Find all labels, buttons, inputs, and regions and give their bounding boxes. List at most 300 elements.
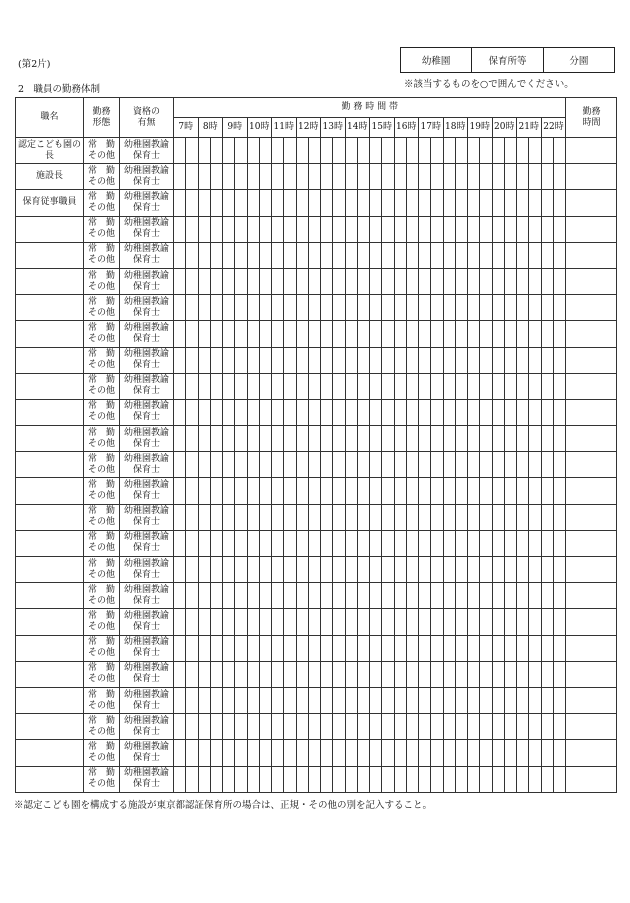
staff-title-cell[interactable]	[16, 766, 84, 792]
time-slot-cell[interactable]	[370, 687, 382, 713]
time-slot-cell[interactable]	[357, 138, 369, 164]
time-slot-cell[interactable]	[210, 766, 222, 792]
time-slot-cell[interactable]	[284, 295, 296, 321]
time-slot-cell[interactable]	[480, 399, 492, 425]
time-slot-cell[interactable]	[333, 609, 345, 635]
time-slot-cell[interactable]	[431, 138, 443, 164]
time-slot-cell[interactable]	[321, 426, 333, 452]
time-slot-cell[interactable]	[419, 347, 431, 373]
time-slot-cell[interactable]	[333, 504, 345, 530]
time-slot-cell[interactable]	[357, 452, 369, 478]
time-slot-cell[interactable]	[210, 242, 222, 268]
time-slot-cell[interactable]	[394, 321, 406, 347]
time-slot-cell[interactable]	[247, 295, 259, 321]
time-slot-cell[interactable]	[529, 268, 541, 294]
time-slot-cell[interactable]	[541, 714, 553, 740]
time-slot-cell[interactable]	[394, 609, 406, 635]
time-slot-cell[interactable]	[394, 557, 406, 583]
time-slot-cell[interactable]	[259, 399, 271, 425]
time-slot-cell[interactable]	[345, 766, 357, 792]
time-slot-cell[interactable]	[321, 740, 333, 766]
time-slot-cell[interactable]	[210, 504, 222, 530]
time-slot-cell[interactable]	[259, 661, 271, 687]
staff-title-cell[interactable]	[16, 347, 84, 373]
time-slot-cell[interactable]	[455, 530, 467, 556]
time-slot-cell[interactable]	[468, 687, 480, 713]
time-slot-cell[interactable]	[357, 268, 369, 294]
time-slot-cell[interactable]	[370, 635, 382, 661]
time-slot-cell[interactable]	[296, 138, 308, 164]
time-slot-cell[interactable]	[468, 504, 480, 530]
time-slot-cell[interactable]	[308, 321, 320, 347]
time-slot-cell[interactable]	[529, 530, 541, 556]
time-slot-cell[interactable]	[419, 530, 431, 556]
time-slot-cell[interactable]	[394, 347, 406, 373]
time-slot-cell[interactable]	[333, 268, 345, 294]
time-slot-cell[interactable]	[529, 216, 541, 242]
time-slot-cell[interactable]	[541, 216, 553, 242]
time-slot-cell[interactable]	[517, 687, 529, 713]
time-slot-cell[interactable]	[504, 268, 516, 294]
time-slot-cell[interactable]	[345, 609, 357, 635]
time-slot-cell[interactable]	[308, 478, 320, 504]
time-slot-cell[interactable]	[333, 190, 345, 216]
time-slot-cell[interactable]	[321, 373, 333, 399]
time-slot-cell[interactable]	[272, 504, 284, 530]
time-slot-cell[interactable]	[431, 426, 443, 452]
time-slot-cell[interactable]	[174, 452, 186, 478]
time-slot-cell[interactable]	[529, 373, 541, 399]
time-slot-cell[interactable]	[345, 478, 357, 504]
time-slot-cell[interactable]	[321, 295, 333, 321]
time-slot-cell[interactable]	[431, 399, 443, 425]
time-slot-cell[interactable]	[186, 321, 198, 347]
time-slot-cell[interactable]	[284, 452, 296, 478]
time-slot-cell[interactable]	[419, 478, 431, 504]
time-slot-cell[interactable]	[345, 164, 357, 190]
staff-title-cell[interactable]	[16, 740, 84, 766]
time-slot-cell[interactable]	[272, 714, 284, 740]
time-slot-cell[interactable]	[419, 609, 431, 635]
time-slot-cell[interactable]	[210, 216, 222, 242]
time-slot-cell[interactable]	[259, 295, 271, 321]
time-slot-cell[interactable]	[431, 190, 443, 216]
time-slot-cell[interactable]	[308, 242, 320, 268]
time-slot-cell[interactable]	[394, 635, 406, 661]
time-slot-cell[interactable]	[382, 399, 394, 425]
time-slot-cell[interactable]	[504, 242, 516, 268]
time-slot-cell[interactable]	[504, 635, 516, 661]
time-slot-cell[interactable]	[223, 661, 235, 687]
time-slot-cell[interactable]	[382, 661, 394, 687]
time-slot-cell[interactable]	[553, 557, 566, 583]
time-slot-cell[interactable]	[272, 190, 284, 216]
time-slot-cell[interactable]	[541, 687, 553, 713]
time-slot-cell[interactable]	[174, 373, 186, 399]
time-slot-cell[interactable]	[223, 164, 235, 190]
time-slot-cell[interactable]	[480, 687, 492, 713]
time-slot-cell[interactable]	[247, 399, 259, 425]
work-hours-cell[interactable]	[566, 635, 617, 661]
time-slot-cell[interactable]	[394, 373, 406, 399]
time-slot-cell[interactable]	[517, 478, 529, 504]
time-slot-cell[interactable]	[308, 635, 320, 661]
time-slot-cell[interactable]	[272, 740, 284, 766]
time-slot-cell[interactable]	[431, 635, 443, 661]
time-slot-cell[interactable]	[394, 583, 406, 609]
time-slot-cell[interactable]	[235, 138, 247, 164]
time-slot-cell[interactable]	[272, 661, 284, 687]
time-slot-cell[interactable]	[406, 714, 418, 740]
time-slot-cell[interactable]	[492, 609, 504, 635]
time-slot-cell[interactable]	[382, 635, 394, 661]
time-slot-cell[interactable]	[443, 504, 455, 530]
qualification-cell[interactable]: 幼稚園教諭 保育士	[120, 321, 174, 347]
time-slot-cell[interactable]	[529, 714, 541, 740]
time-slot-cell[interactable]	[333, 557, 345, 583]
time-slot-cell[interactable]	[517, 190, 529, 216]
time-slot-cell[interactable]	[394, 661, 406, 687]
time-slot-cell[interactable]	[186, 766, 198, 792]
time-slot-cell[interactable]	[198, 740, 210, 766]
time-slot-cell[interactable]	[186, 609, 198, 635]
time-slot-cell[interactable]	[382, 557, 394, 583]
time-slot-cell[interactable]	[357, 740, 369, 766]
time-slot-cell[interactable]	[406, 530, 418, 556]
time-slot-cell[interactable]	[406, 583, 418, 609]
time-slot-cell[interactable]	[382, 295, 394, 321]
time-slot-cell[interactable]	[308, 138, 320, 164]
time-slot-cell[interactable]	[541, 373, 553, 399]
time-slot-cell[interactable]	[235, 164, 247, 190]
work-hours-cell[interactable]	[566, 530, 617, 556]
time-slot-cell[interactable]	[492, 321, 504, 347]
time-slot-cell[interactable]	[223, 138, 235, 164]
time-slot-cell[interactable]	[419, 661, 431, 687]
time-slot-cell[interactable]	[382, 583, 394, 609]
time-slot-cell[interactable]	[455, 766, 467, 792]
time-slot-cell[interactable]	[296, 242, 308, 268]
time-slot-cell[interactable]	[553, 687, 566, 713]
time-slot-cell[interactable]	[259, 452, 271, 478]
time-slot-cell[interactable]	[174, 557, 186, 583]
time-slot-cell[interactable]	[431, 216, 443, 242]
time-slot-cell[interactable]	[406, 242, 418, 268]
time-slot-cell[interactable]	[370, 583, 382, 609]
time-slot-cell[interactable]	[431, 321, 443, 347]
time-slot-cell[interactable]	[394, 242, 406, 268]
time-slot-cell[interactable]	[174, 426, 186, 452]
time-slot-cell[interactable]	[210, 635, 222, 661]
time-slot-cell[interactable]	[480, 216, 492, 242]
time-slot-cell[interactable]	[455, 138, 467, 164]
time-slot-cell[interactable]	[321, 661, 333, 687]
time-slot-cell[interactable]	[480, 583, 492, 609]
time-slot-cell[interactable]	[553, 426, 566, 452]
time-slot-cell[interactable]	[541, 557, 553, 583]
time-slot-cell[interactable]	[210, 557, 222, 583]
time-slot-cell[interactable]	[443, 295, 455, 321]
time-slot-cell[interactable]	[504, 740, 516, 766]
work-type-cell[interactable]: 常 勤 その他	[84, 609, 120, 635]
time-slot-cell[interactable]	[345, 321, 357, 347]
time-slot-cell[interactable]	[308, 714, 320, 740]
time-slot-cell[interactable]	[333, 373, 345, 399]
time-slot-cell[interactable]	[553, 373, 566, 399]
time-slot-cell[interactable]	[174, 216, 186, 242]
time-slot-cell[interactable]	[443, 557, 455, 583]
work-hours-cell[interactable]	[566, 478, 617, 504]
time-slot-cell[interactable]	[492, 216, 504, 242]
time-slot-cell[interactable]	[406, 504, 418, 530]
time-slot-cell[interactable]	[296, 426, 308, 452]
time-slot-cell[interactable]	[247, 504, 259, 530]
facility-type-nursery[interactable]: 保育所等	[471, 48, 542, 72]
time-slot-cell[interactable]	[517, 530, 529, 556]
time-slot-cell[interactable]	[333, 399, 345, 425]
time-slot-cell[interactable]	[480, 190, 492, 216]
time-slot-cell[interactable]	[382, 138, 394, 164]
work-hours-cell[interactable]	[566, 583, 617, 609]
time-slot-cell[interactable]	[308, 740, 320, 766]
time-slot-cell[interactable]	[504, 478, 516, 504]
time-slot-cell[interactable]	[480, 347, 492, 373]
time-slot-cell[interactable]	[308, 687, 320, 713]
time-slot-cell[interactable]	[272, 530, 284, 556]
time-slot-cell[interactable]	[198, 635, 210, 661]
work-hours-cell[interactable]	[566, 164, 617, 190]
time-slot-cell[interactable]	[321, 321, 333, 347]
time-slot-cell[interactable]	[468, 557, 480, 583]
time-slot-cell[interactable]	[529, 504, 541, 530]
time-slot-cell[interactable]	[480, 164, 492, 190]
time-slot-cell[interactable]	[186, 138, 198, 164]
time-slot-cell[interactable]	[333, 766, 345, 792]
time-slot-cell[interactable]	[333, 216, 345, 242]
time-slot-cell[interactable]	[504, 190, 516, 216]
time-slot-cell[interactable]	[333, 426, 345, 452]
time-slot-cell[interactable]	[357, 714, 369, 740]
time-slot-cell[interactable]	[529, 583, 541, 609]
work-type-cell[interactable]: 常 勤 その他	[84, 766, 120, 792]
time-slot-cell[interactable]	[480, 714, 492, 740]
work-type-cell[interactable]: 常 勤 その他	[84, 268, 120, 294]
time-slot-cell[interactable]	[553, 190, 566, 216]
staff-title-cell[interactable]	[16, 687, 84, 713]
time-slot-cell[interactable]	[382, 242, 394, 268]
time-slot-cell[interactable]	[480, 661, 492, 687]
work-hours-cell[interactable]	[566, 609, 617, 635]
staff-title-cell[interactable]: 認定こども園の長	[16, 138, 84, 164]
time-slot-cell[interactable]	[480, 373, 492, 399]
staff-title-cell[interactable]	[16, 373, 84, 399]
time-slot-cell[interactable]	[345, 399, 357, 425]
work-hours-cell[interactable]	[566, 714, 617, 740]
time-slot-cell[interactable]	[198, 766, 210, 792]
time-slot-cell[interactable]	[394, 216, 406, 242]
time-slot-cell[interactable]	[210, 268, 222, 294]
time-slot-cell[interactable]	[529, 164, 541, 190]
time-slot-cell[interactable]	[186, 687, 198, 713]
facility-type-kindergarten[interactable]: 幼稚園	[421, 56, 451, 67]
time-slot-cell[interactable]	[419, 452, 431, 478]
time-slot-cell[interactable]	[284, 635, 296, 661]
time-slot-cell[interactable]	[321, 635, 333, 661]
time-slot-cell[interactable]	[186, 373, 198, 399]
time-slot-cell[interactable]	[296, 504, 308, 530]
time-slot-cell[interactable]	[492, 766, 504, 792]
time-slot-cell[interactable]	[443, 347, 455, 373]
time-slot-cell[interactable]	[504, 426, 516, 452]
qualification-cell[interactable]: 幼稚園教諭 保育士	[120, 609, 174, 635]
time-slot-cell[interactable]	[247, 347, 259, 373]
time-slot-cell[interactable]	[284, 426, 296, 452]
time-slot-cell[interactable]	[553, 766, 566, 792]
time-slot-cell[interactable]	[504, 609, 516, 635]
time-slot-cell[interactable]	[480, 268, 492, 294]
time-slot-cell[interactable]	[455, 661, 467, 687]
time-slot-cell[interactable]	[284, 399, 296, 425]
qualification-cell[interactable]: 幼稚園教諭 保育士	[120, 740, 174, 766]
time-slot-cell[interactable]	[406, 268, 418, 294]
staff-title-cell[interactable]	[16, 242, 84, 268]
time-slot-cell[interactable]	[247, 373, 259, 399]
time-slot-cell[interactable]	[370, 321, 382, 347]
time-slot-cell[interactable]	[480, 426, 492, 452]
time-slot-cell[interactable]	[198, 714, 210, 740]
time-slot-cell[interactable]	[210, 373, 222, 399]
time-slot-cell[interactable]	[357, 687, 369, 713]
time-slot-cell[interactable]	[529, 242, 541, 268]
time-slot-cell[interactable]	[431, 766, 443, 792]
time-slot-cell[interactable]	[210, 740, 222, 766]
time-slot-cell[interactable]	[529, 347, 541, 373]
time-slot-cell[interactable]	[223, 478, 235, 504]
time-slot-cell[interactable]	[247, 609, 259, 635]
time-slot-cell[interactable]	[468, 426, 480, 452]
time-slot-cell[interactable]	[223, 740, 235, 766]
time-slot-cell[interactable]	[321, 452, 333, 478]
time-slot-cell[interactable]	[468, 295, 480, 321]
time-slot-cell[interactable]	[394, 295, 406, 321]
time-slot-cell[interactable]	[308, 216, 320, 242]
time-slot-cell[interactable]	[517, 766, 529, 792]
staff-title-cell[interactable]	[16, 635, 84, 661]
time-slot-cell[interactable]	[406, 373, 418, 399]
time-slot-cell[interactable]	[529, 478, 541, 504]
time-slot-cell[interactable]	[247, 557, 259, 583]
qualification-cell[interactable]: 幼稚園教諭 保育士	[120, 766, 174, 792]
time-slot-cell[interactable]	[419, 399, 431, 425]
time-slot-cell[interactable]	[174, 609, 186, 635]
time-slot-cell[interactable]	[174, 504, 186, 530]
time-slot-cell[interactable]	[541, 504, 553, 530]
time-slot-cell[interactable]	[308, 609, 320, 635]
time-slot-cell[interactable]	[235, 609, 247, 635]
time-slot-cell[interactable]	[284, 530, 296, 556]
time-slot-cell[interactable]	[198, 164, 210, 190]
work-hours-cell[interactable]	[566, 268, 617, 294]
time-slot-cell[interactable]	[345, 740, 357, 766]
time-slot-cell[interactable]	[529, 661, 541, 687]
time-slot-cell[interactable]	[468, 347, 480, 373]
time-slot-cell[interactable]	[223, 321, 235, 347]
work-type-cell[interactable]: 常 勤 その他	[84, 478, 120, 504]
time-slot-cell[interactable]	[247, 268, 259, 294]
time-slot-cell[interactable]	[492, 426, 504, 452]
time-slot-cell[interactable]	[529, 740, 541, 766]
time-slot-cell[interactable]	[210, 478, 222, 504]
time-slot-cell[interactable]	[504, 164, 516, 190]
time-slot-cell[interactable]	[247, 164, 259, 190]
time-slot-cell[interactable]	[419, 242, 431, 268]
time-slot-cell[interactable]	[382, 426, 394, 452]
time-slot-cell[interactable]	[186, 242, 198, 268]
time-slot-cell[interactable]	[272, 373, 284, 399]
time-slot-cell[interactable]	[333, 740, 345, 766]
time-slot-cell[interactable]	[284, 138, 296, 164]
time-slot-cell[interactable]	[431, 373, 443, 399]
time-slot-cell[interactable]	[529, 452, 541, 478]
time-slot-cell[interactable]	[308, 399, 320, 425]
time-slot-cell[interactable]	[247, 321, 259, 347]
time-slot-cell[interactable]	[186, 452, 198, 478]
time-slot-cell[interactable]	[210, 687, 222, 713]
time-slot-cell[interactable]	[272, 452, 284, 478]
time-slot-cell[interactable]	[468, 740, 480, 766]
time-slot-cell[interactable]	[259, 426, 271, 452]
work-type-cell[interactable]: 常 勤 その他	[84, 164, 120, 190]
time-slot-cell[interactable]	[259, 478, 271, 504]
time-slot-cell[interactable]	[186, 740, 198, 766]
time-slot-cell[interactable]	[553, 478, 566, 504]
time-slot-cell[interactable]	[308, 373, 320, 399]
time-slot-cell[interactable]	[210, 295, 222, 321]
time-slot-cell[interactable]	[284, 478, 296, 504]
time-slot-cell[interactable]	[419, 687, 431, 713]
time-slot-cell[interactable]	[455, 164, 467, 190]
time-slot-cell[interactable]	[553, 661, 566, 687]
qualification-cell[interactable]: 幼稚園教諭 保育士	[120, 242, 174, 268]
time-slot-cell[interactable]	[553, 268, 566, 294]
time-slot-cell[interactable]	[198, 687, 210, 713]
time-slot-cell[interactable]	[357, 661, 369, 687]
time-slot-cell[interactable]	[504, 583, 516, 609]
time-slot-cell[interactable]	[455, 557, 467, 583]
time-slot-cell[interactable]	[198, 399, 210, 425]
time-slot-cell[interactable]	[223, 583, 235, 609]
work-type-cell[interactable]: 常 勤 その他	[84, 426, 120, 452]
time-slot-cell[interactable]	[382, 714, 394, 740]
time-slot-cell[interactable]	[284, 164, 296, 190]
time-slot-cell[interactable]	[223, 295, 235, 321]
time-slot-cell[interactable]	[357, 426, 369, 452]
time-slot-cell[interactable]	[174, 714, 186, 740]
time-slot-cell[interactable]	[431, 242, 443, 268]
time-slot-cell[interactable]	[382, 347, 394, 373]
time-slot-cell[interactable]	[468, 530, 480, 556]
time-slot-cell[interactable]	[455, 740, 467, 766]
work-type-cell[interactable]: 常 勤 その他	[84, 687, 120, 713]
time-slot-cell[interactable]	[419, 714, 431, 740]
time-slot-cell[interactable]	[468, 164, 480, 190]
time-slot-cell[interactable]	[419, 268, 431, 294]
time-slot-cell[interactable]	[308, 766, 320, 792]
time-slot-cell[interactable]	[308, 295, 320, 321]
staff-title-cell[interactable]	[16, 530, 84, 556]
time-slot-cell[interactable]	[504, 399, 516, 425]
time-slot-cell[interactable]	[419, 373, 431, 399]
